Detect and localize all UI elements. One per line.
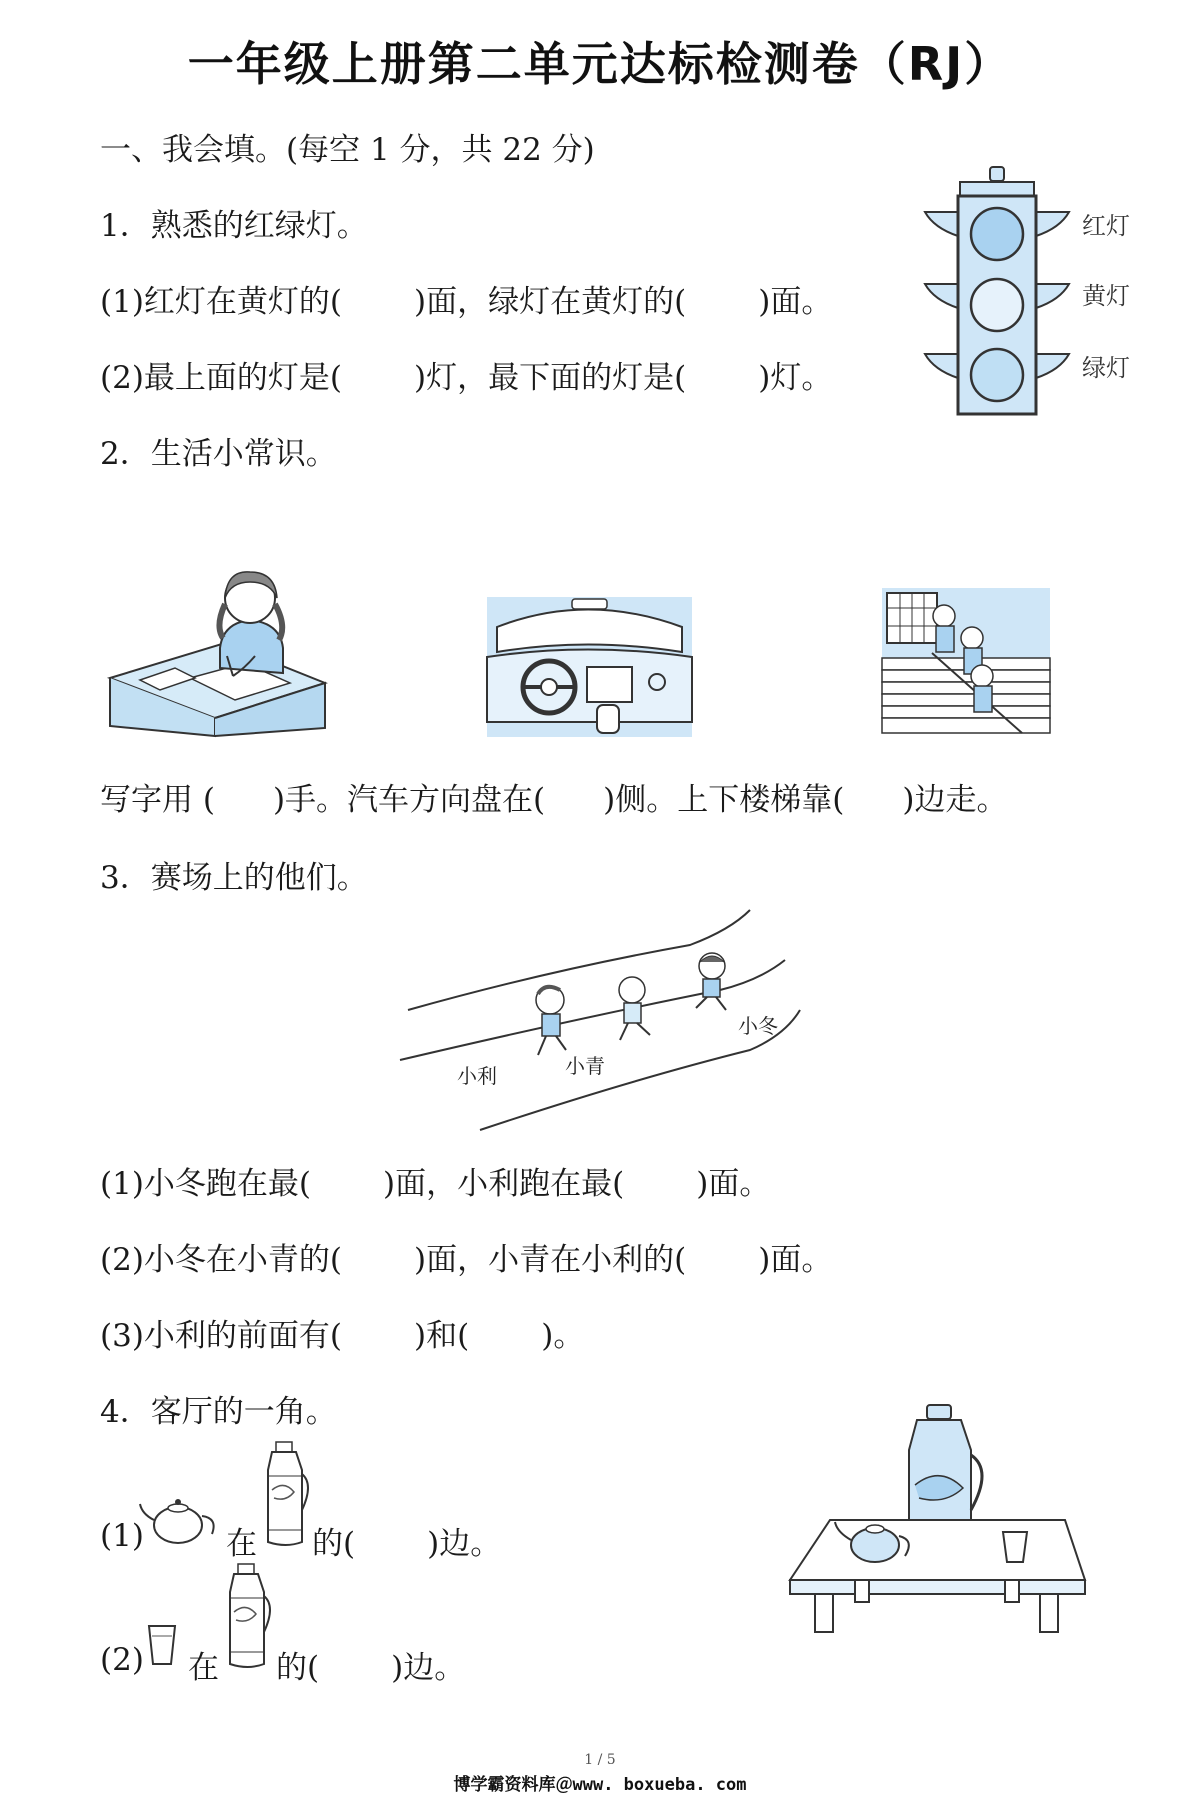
q3-part3-text-b: )和(: [414, 1318, 470, 1354]
q4-part1-label: (1): [100, 1518, 144, 1554]
source-watermark: 博学霸资料库＠www. boxueba. com: [453, 1775, 747, 1795]
green-lamp-icon: [971, 349, 1023, 401]
girl-writing-illustration: [105, 568, 330, 738]
teapot-icon: [140, 1490, 220, 1550]
q4-part1-end: [312, 1518, 501, 1563]
cup-icon: [146, 1622, 178, 1668]
q2-text-d: )边走。: [902, 782, 1008, 818]
q2-sentence: [100, 774, 1007, 819]
q1-part1: [100, 276, 832, 321]
q3-part2-text-a: (2)小冬在小青的(: [100, 1242, 343, 1278]
q3-part3: [100, 1310, 584, 1355]
q3-part1-text-b: )面，小利跑在最(: [383, 1166, 625, 1202]
q4-part1-zai: 在: [226, 1526, 257, 1562]
q2-title: 2．生活小常识。: [100, 436, 337, 472]
stairs-illustration: [882, 588, 1050, 733]
q1-part2: [100, 352, 832, 397]
living-room-table-illustration: [785, 1400, 1095, 1635]
q1-part1-text-a: (1)红灯在黄灯的(: [100, 284, 343, 320]
q2-text-c: )侧。上下楼梯靠(: [603, 782, 845, 818]
q3-part1: [100, 1158, 770, 1203]
q3-part1-text-c: )面。: [696, 1166, 771, 1202]
lamp-label-green: 绿灯: [1082, 354, 1130, 382]
runner-label-xiaodong: 小冬: [738, 1014, 778, 1038]
q4-part2-zai: 在: [188, 1650, 219, 1686]
runner-label-xiaoli: 小利: [457, 1064, 497, 1088]
thermos-icon: [224, 1562, 272, 1672]
page-title: 一年级上册第二单元达标检测卷（RJ）: [187, 37, 1013, 91]
q3-part3-text-a: (3)小利的前面有(: [100, 1318, 343, 1354]
q1-part2-text-a: (2)最上面的灯是(: [100, 360, 343, 396]
q3-part2-text-b: )面，小青在小利的(: [414, 1242, 687, 1278]
lamp-label-red: 红灯: [1082, 212, 1130, 240]
lamp-label-yellow: 黄灯: [1082, 282, 1130, 310]
q2-text-b: )手。汽车方向盘在(: [272, 782, 546, 818]
q1-part2-text-b: )灯，最下面的灯是(: [414, 360, 687, 396]
q3-title: 3．赛场上的他们。: [100, 860, 368, 896]
q1-part1-text-c: )面。: [758, 284, 833, 320]
q3-part3-text-c: )。: [541, 1318, 585, 1354]
car-dashboard-illustration: [487, 597, 692, 737]
q1-part1-text-b: )面，绿灯在黄灯的(: [414, 284, 687, 320]
q4-part1-text-c: 的(: [312, 1526, 356, 1562]
q3-part2-text-c: )面。: [758, 1242, 833, 1278]
q2-text-a: 写字用 (: [100, 782, 215, 818]
section-heading: 一、我会填。(每空 1 分，共 22 分): [100, 132, 595, 168]
q1-title: 1．熟悉的红绿灯。: [100, 208, 368, 244]
q3-part1-text-a: (1)小冬跑在最(: [100, 1166, 312, 1202]
red-lamp-icon: [971, 208, 1023, 260]
q4-part2-label: (2): [100, 1642, 144, 1678]
runner-label-xiaoqing: 小青: [565, 1054, 605, 1078]
q1-part2-text-c: )灯。: [758, 360, 833, 396]
q4-part2-text-d: )边。: [391, 1650, 466, 1686]
thermos-icon: [262, 1440, 310, 1550]
q3-part2: [100, 1234, 832, 1279]
q4-part1-text-d: )边。: [427, 1526, 502, 1562]
yellow-lamp-icon: [971, 279, 1023, 331]
page-number: 1 / 5: [584, 1752, 616, 1768]
q4-title: 4．客厅的一角。: [100, 1394, 337, 1430]
q4-part2-end: [276, 1642, 465, 1687]
q4-part2-text-c: 的(: [276, 1650, 320, 1686]
